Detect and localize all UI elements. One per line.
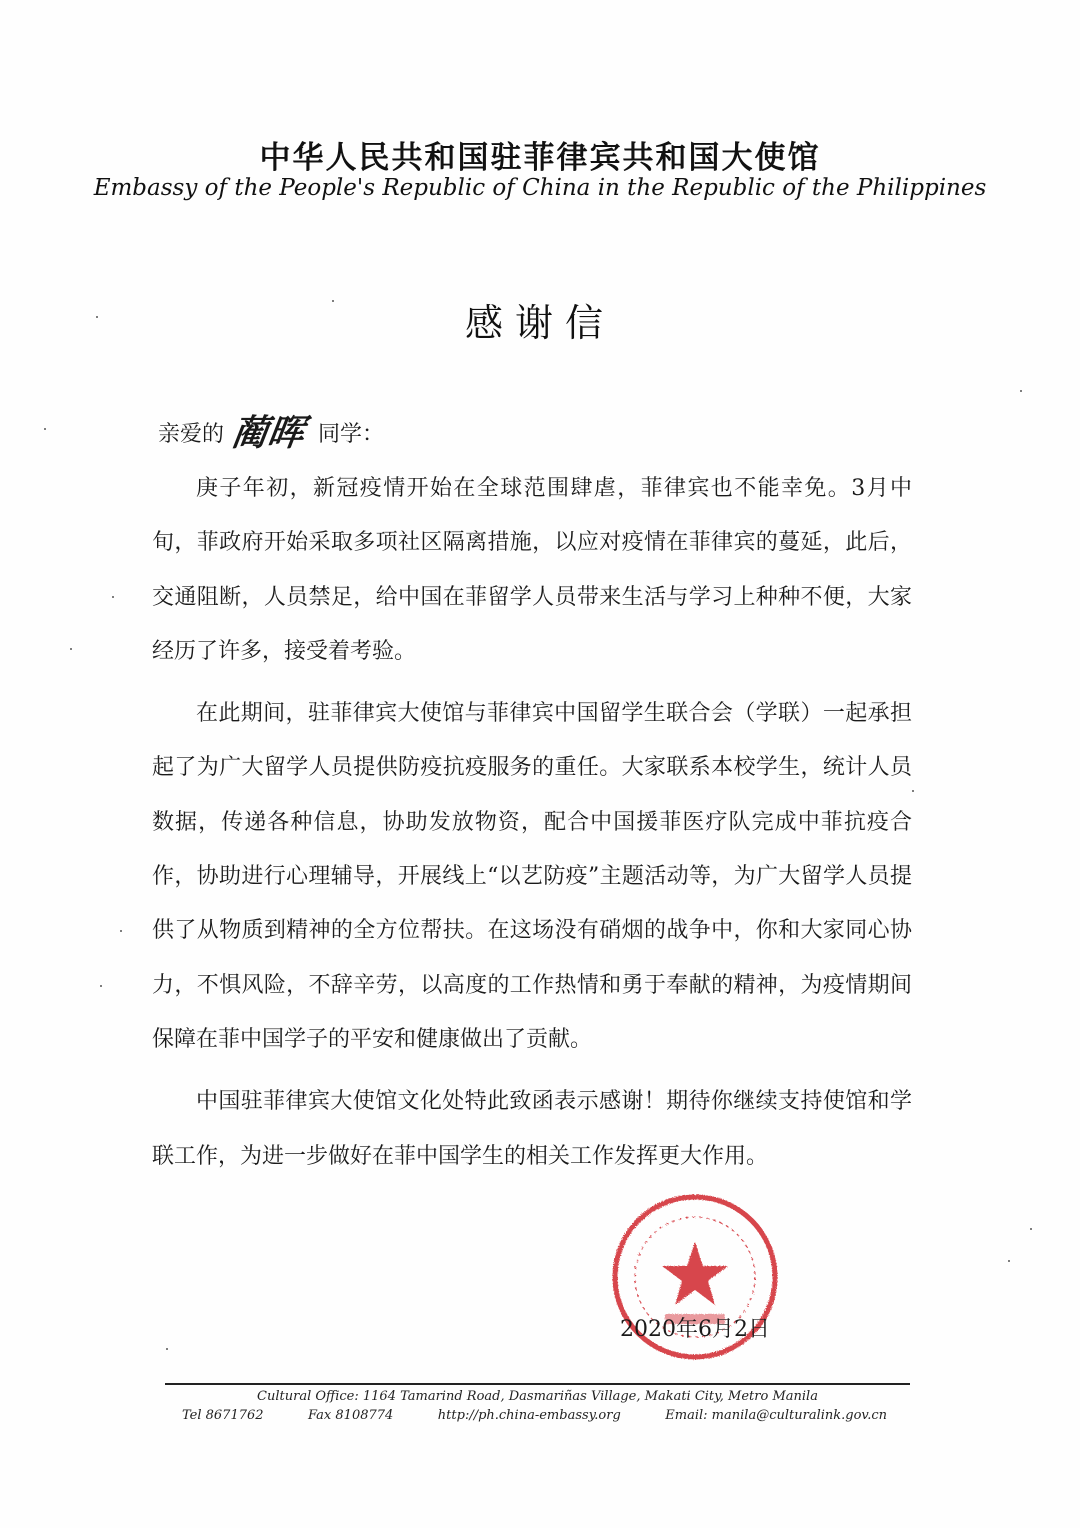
scan-speck xyxy=(1030,1228,1032,1230)
footer-divider xyxy=(165,1383,910,1385)
embassy-name-english: Embassy of the People's Republic of China in the Republic of the Philippines xyxy=(93,175,987,201)
letter-paragraph-3: 中国驻菲律宾大使馆文化处特此致函表示感谢！期待你继续支持使馆和学联工作，为进一步做好在菲中国学生的相关工作发挥更大作用。 xyxy=(152,1089,912,1169)
footer-email-link[interactable]: Email: manila@culturalink.gov.cn xyxy=(665,1408,887,1423)
scan-speck xyxy=(912,790,914,792)
salutation xyxy=(158,405,384,456)
footer-contacts xyxy=(182,1408,887,1423)
letter-body xyxy=(152,462,912,1192)
scan-speck xyxy=(44,428,46,430)
letter-date: 2020年6月2日 xyxy=(620,1317,770,1342)
letter-paragraph-2: 在此期间，驻菲律宾大使馆与菲律宾中国留学生联合会（学联）一起承担起了为广大留学人员提供防疫抗疫服务的重任。大家联系本校学生，统计人员数据，传递各种信息，协助发放物资，配合中国援菲医疗队完成中菲抗疫合作，协助进行心理辅导，开展线上“以艺防疫”主题活动等，为广大留学人员提供了从物质到精神的全方位帮扶。在这场没有硝烟的战争中，你和大家同心协力，不惧风险，不辞辛劳，以高度的工作热情和勇于奉献的精神，为疫情期间保障在菲中国学子的平安和健康做出了贡献。 xyxy=(152,701,912,1052)
letter-paragraph-1: 庚子年初，新冠疫情开始在全球范围肆虐，菲律宾也不能幸免。3月中旬，菲政府开始采取多项社区隔离措施，以应对疫情在菲律宾的蔓延，此后，交通阻断，人员禁足，给中国在菲留学人员带来生活与学习上种种不便，大家经历了许多，接受着考验。 xyxy=(152,476,912,664)
salutation-suffix: 同学： xyxy=(318,422,385,447)
scan-speck xyxy=(112,596,114,598)
scan-speck xyxy=(166,1348,168,1350)
footer-address: Cultural Office: 1164 Tamarind Road, Dasmariñas Village, Makati City, Metro Manila xyxy=(257,1389,818,1404)
seal-star-icon xyxy=(662,1242,728,1305)
footer-website-link[interactable]: http://ph.china-embassy.org xyxy=(437,1408,621,1423)
letter-title: 感谢信 xyxy=(464,301,615,345)
scan-speck xyxy=(120,930,122,932)
scan-speck xyxy=(1020,390,1022,392)
embassy-name-chinese: 中华人民共和国驻菲律宾共和国大使馆 xyxy=(259,140,821,176)
scan-speck xyxy=(70,648,72,650)
scan-speck xyxy=(100,985,102,987)
footer-fax: Fax 8108774 xyxy=(308,1408,394,1423)
salutation-prefix: 亲爱的 xyxy=(158,422,225,447)
scan-speck xyxy=(1008,1260,1010,1262)
footer-tel: Tel 8671762 xyxy=(182,1408,264,1423)
recipient-handwritten-name: 蔺晖 xyxy=(228,412,307,454)
